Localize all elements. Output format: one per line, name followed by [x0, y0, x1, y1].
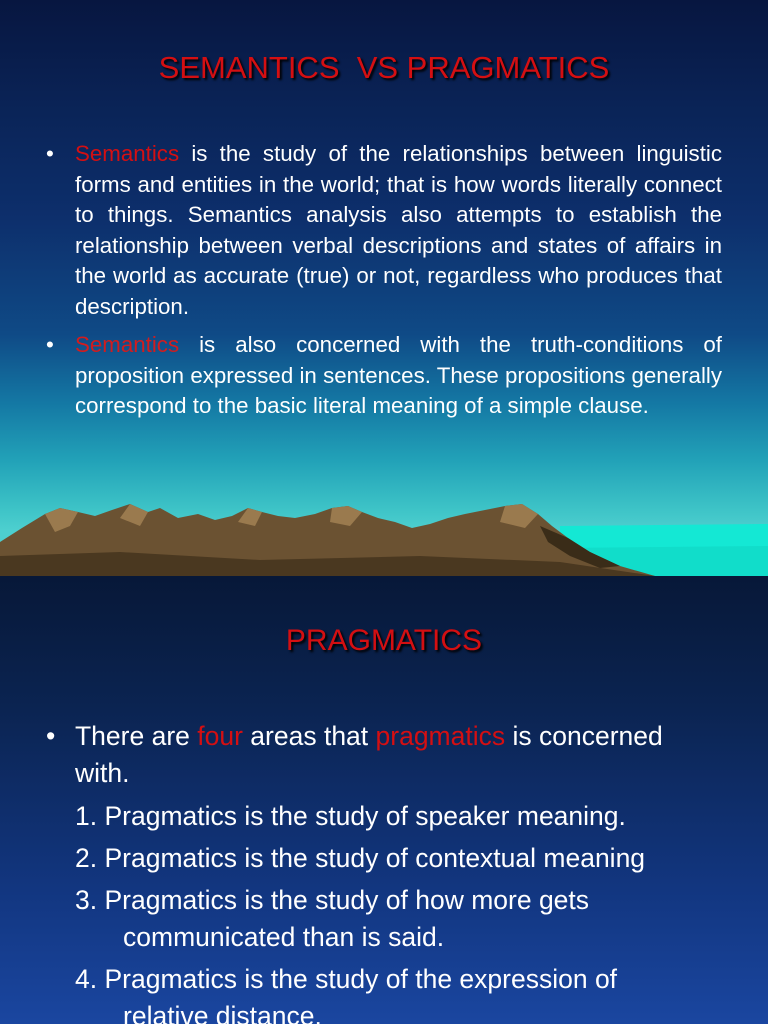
list-item: [75, 882, 755, 956]
bullet-icon: •: [46, 141, 54, 166]
slide-pragmatics: [0, 576, 768, 1024]
bullet-icon: •: [46, 721, 56, 751]
keyword-highlight: pragmatics: [375, 721, 506, 751]
bullet-item: [46, 139, 722, 322]
slide-title: PRAGMATICS: [285, 624, 483, 657]
list-item-text: 3. Pragmatics is the study of how more gets: [75, 885, 590, 915]
bullet-text: is the study of the relationships between linguistic forms and entities in the world; that is how words literally connect to things. Semantics analysis also attempts to establish the relationship between verbal descriptions and states of affairs in the world as accurate (true) or not, regardless who produces that description.: [75, 141, 722, 319]
list-item: [75, 798, 755, 835]
bullet-text: is also concerned with the truth-conditions of proposition expressed in sentences. These propositions generally correspond to the basic literal meaning of a simple clause.: [75, 332, 722, 418]
bullet-icon: •: [46, 332, 54, 357]
keyword-highlight: four: [197, 721, 243, 751]
list-item-continuation: communicated than is said.: [123, 922, 445, 952]
bullet-item: [46, 330, 722, 422]
list-item-continuation: relative distance.: [123, 1001, 322, 1024]
intro-text: areas that: [242, 721, 376, 751]
list-item-text: 4. Pragmatics is the study of the expression of: [75, 964, 618, 994]
mountains-illustration: [0, 456, 768, 576]
keyword-highlight: Semantics: [75, 332, 180, 357]
bullet-list: [46, 718, 722, 792]
intro-text: There are: [75, 721, 198, 751]
list-item: [75, 840, 755, 877]
list-item-text: 2. Pragmatics is the study of contextual meaning: [75, 843, 646, 873]
keyword-highlight: Semantics: [75, 141, 180, 166]
bullet-list: [46, 139, 722, 430]
intro-text: is concerned with.: [75, 721, 663, 788]
bullet-item: [46, 718, 722, 792]
list-item-text: 1. Pragmatics is the study of speaker meaning.: [75, 801, 626, 831]
slide-title: SEMANTICS VS PRAGMATICS: [158, 50, 610, 85]
numbered-list: [75, 798, 755, 1024]
list-item: [75, 961, 755, 1024]
